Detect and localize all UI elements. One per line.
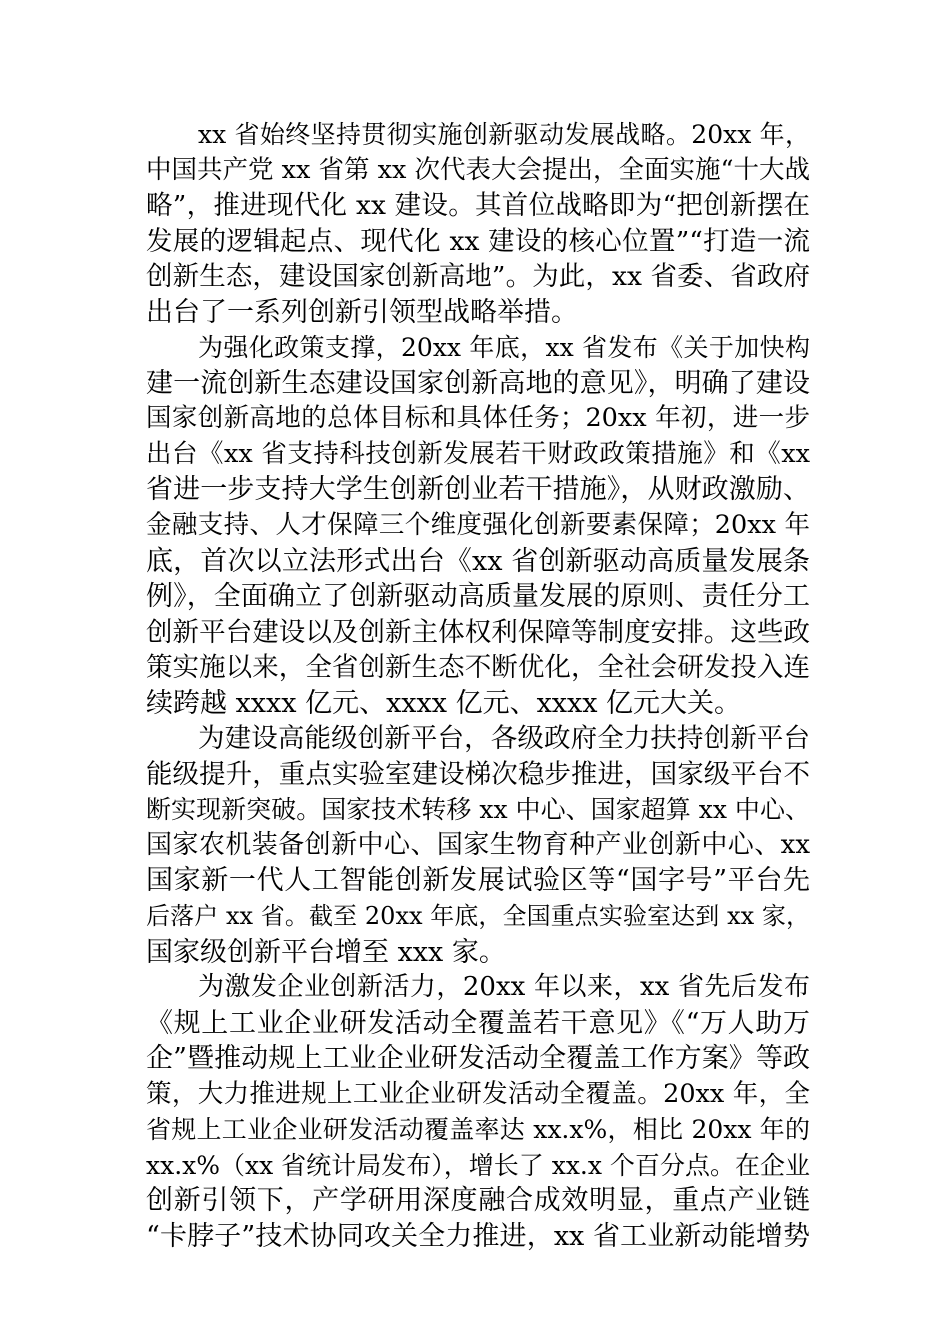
text-line: 续跨越 xxxx 亿元、xxxx 亿元、xxxx 亿元大关。 — [146, 687, 742, 719]
text-line: 略”，推进现代化 xx 建设。其首位战略即为“把创新摆在 — [146, 190, 810, 222]
text-line: 发展的逻辑起点、现代化 xx 建设的核心位置”“打造一流 — [146, 225, 810, 257]
text-line: 创新生态，建设国家创新高地”。为此，xx 省委、省政府 — [146, 261, 810, 293]
text-line: 创新引领下，产学研用深度融合成效明显，重点产业链 — [146, 1185, 810, 1217]
text-line: 为激发企业创新活力，20xx 年以来，xx 省先后发布 — [198, 972, 810, 1003]
text-line: 出台了一系列创新引领型战略举措。 — [146, 296, 578, 328]
text-line: 省进一步支持大学生创新创业若干措施》，从财政激励、 — [146, 474, 810, 506]
text-line: 企”暨推动规上工业企业研发活动全覆盖工作方案》等政 — [146, 1043, 810, 1075]
document-body — [146, 117, 810, 1255]
text-line: 策，大力推进规上工业企业研发活动全覆盖。20xx 年，全 — [146, 1078, 810, 1109]
text-line: 省规上工业企业研发活动覆盖率达 xx.x%，相比 20xx 年的 — [146, 1115, 810, 1145]
text-line: 《规上工业企业研发活动全覆盖若干意见》《“万人助万 — [146, 1007, 810, 1039]
text-line: xx.x%（xx 省统计局发布），增长了 xx.x 个百分点。在企业 — [146, 1150, 810, 1180]
text-line: 金融支持、人才保障三个维度强化创新要素保障；20xx 年 — [146, 510, 810, 541]
text-line: 创新平台建设以及创新主体权利保障等制度安排。这些政 — [146, 616, 810, 648]
paragraph — [146, 721, 810, 970]
text-line: 国家级创新平台增至 xxx 家。 — [146, 936, 506, 968]
text-line: 策实施以来，全省创新生态不断优化，全社会研发投入连 — [146, 652, 810, 684]
paragraph — [146, 117, 810, 330]
text-line: xx 省始终坚持贯彻实施创新驱动发展战略。20xx 年， — [198, 120, 810, 149]
paragraph — [146, 330, 810, 721]
text-line: 底，首次以立法形式出台《xx 省创新驱动高质量发展条 — [146, 545, 810, 577]
text-line: 例》，全面确立了创新驱动高质量发展的原则、责任分工 — [146, 581, 810, 613]
text-line: 能级提升，重点实验室建设梯次稳步推进，国家级平台不 — [146, 758, 810, 790]
text-line: 后落户 xx 省。截至 20xx 年底，全国重点实验室达到 xx 家， — [146, 902, 810, 931]
text-line: 国家农机装备创新中心、国家生物育种产业创新中心、xx — [146, 829, 810, 860]
text-line: 出台《xx 省支持科技创新发展若干财政政策措施》和《xx — [146, 438, 810, 469]
text-line: 国家新一代人工智能创新发展试验区等“国字号”平台先 — [146, 865, 810, 897]
text-line: 中国共产党 xx 省第 xx 次代表大会提出，全面实施“十大战 — [146, 154, 810, 185]
text-line: 建一流创新生态建设国家创新高地的意见》，明确了建设 — [146, 367, 810, 399]
text-line: 为建设高能级创新平台，各级政府全力扶持创新平台 — [198, 723, 810, 755]
paragraph — [146, 970, 810, 1254]
text-line: 断实现新突破。国家技术转移 xx 中心、国家超算 xx 中心、 — [146, 795, 810, 825]
text-line: 国家创新高地的总体目标和具体任务；20xx 年初，进一步 — [146, 403, 810, 434]
text-line: “卡脖子”技术协同攻关全力推进，xx 省工业新动能增势 — [146, 1220, 810, 1252]
text-line: 为强化政策支撑，20xx 年底，xx 省发布《关于加快构 — [198, 333, 810, 363]
